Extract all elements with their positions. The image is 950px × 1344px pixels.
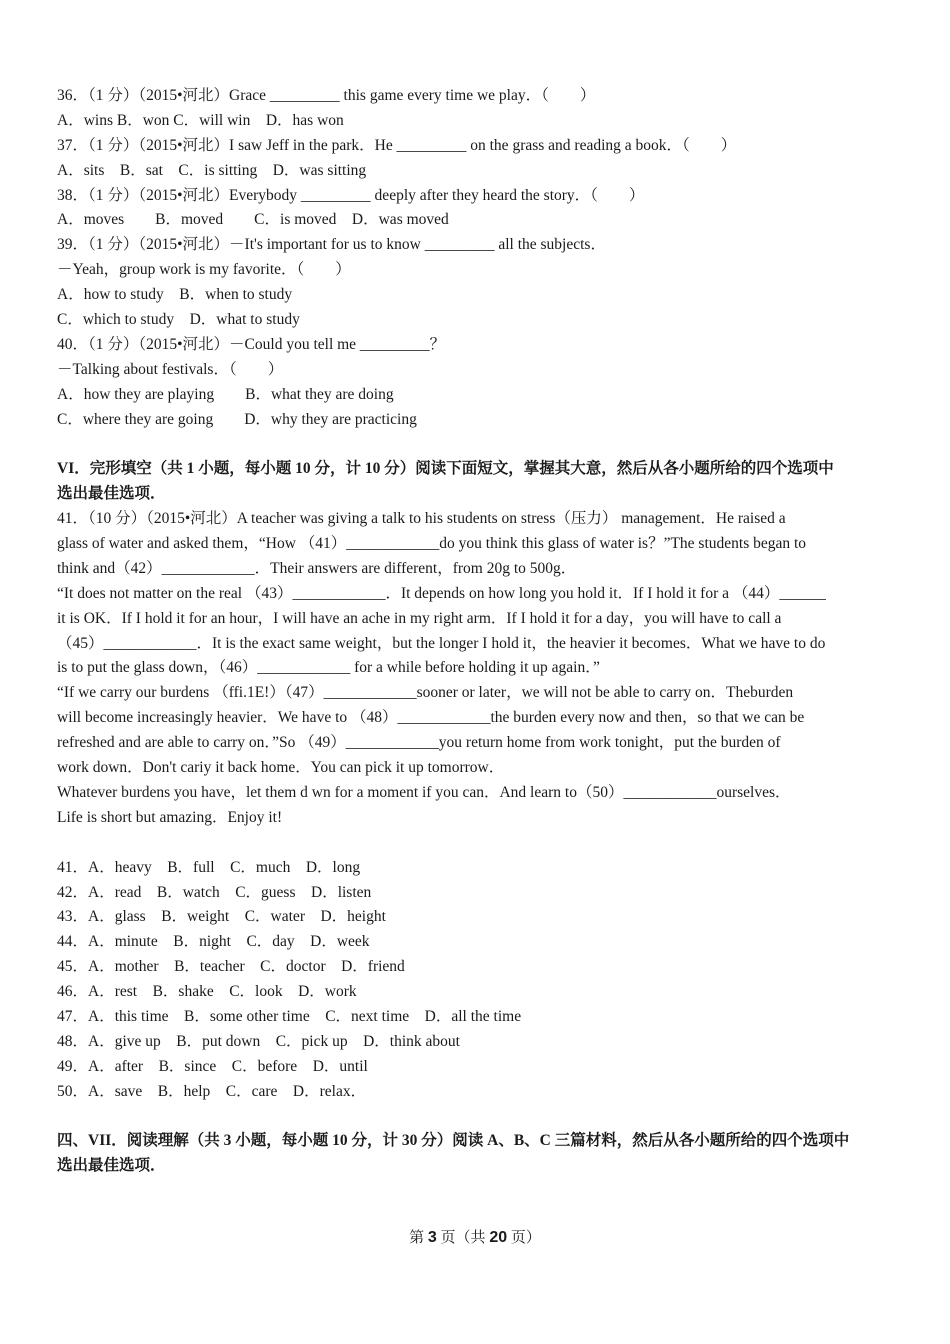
- section-6-heading-line-1: VI．完形填空（共 1 小题，每小题 10 分，计 10 分）阅读下面短文，掌握其大意，然后从各小题所给的四个选项中: [57, 460, 834, 478]
- options-36: A．wins B．won C．will win D．has won: [57, 111, 344, 129]
- passage-line: （45）____________．It is the exact same weight，but the longer I hold it，the heavier it becomes．What we have to do: [57, 634, 826, 652]
- option-line-44: 44．A．minute B．night C．day D．week: [57, 933, 370, 951]
- footer-suffix: 页）: [507, 1230, 541, 1246]
- passage-line: glass of water and asked them，“How （41）____________do you think this glass of water is？”The students began to: [57, 535, 807, 553]
- section-6-heading: [57, 457, 897, 507]
- options-38: A．moves B．moved C．is moved D．was moved: [57, 211, 449, 229]
- document-page: [57, 84, 897, 1179]
- footer-middle: 页（共: [436, 1230, 490, 1246]
- page-footer: [0, 1226, 950, 1247]
- section-6-heading-line-2: 选出最佳选项．: [57, 485, 166, 503]
- passage-line: is to put the glass down，（46）____________ for a while before holding it up again．”: [57, 659, 600, 677]
- passage-line: Life is short but amazing．Enjoy it!: [57, 808, 283, 826]
- option-line-46: 46．A．rest B．shake C．look D．work: [57, 983, 357, 1001]
- question-40-reply: －Talking about festivals．（ ）: [57, 360, 284, 378]
- option-line-41: 41．A．heavy B．full C．much D．long: [57, 858, 361, 876]
- section-7-heading-line-2: 选出最佳选项．: [57, 1157, 166, 1175]
- question-37: 37．（1 分）（2015•河北）I saw Jeff in the park．He _________ on the grass and reading a book．（ ）: [57, 136, 737, 154]
- options-39-cd: C．which to study D．what to study: [57, 311, 300, 329]
- current-page-number: 3: [427, 1229, 437, 1246]
- option-line-48: 48．A．give up B．put down C．pick up D．think about: [57, 1032, 460, 1050]
- passage-line: “It does not matter on the real （43）____________．It depends on how long you hold it．If I hold it for a （44）______: [57, 584, 826, 602]
- spacer: [57, 432, 897, 457]
- passage-line: Whatever burdens you have，let them d wn for a moment if you can．And learn to（50）____________ourselves．: [57, 783, 791, 801]
- spacer: [57, 1105, 897, 1130]
- passage-line: refreshed and are able to carry on．”So （49）____________you return home from work tonight，put the burden of: [57, 734, 781, 752]
- options-40-ab: A．how they are playing B．what they are doing: [57, 385, 394, 403]
- options-37: A．sits B．sat C．is sitting D．was sitting: [57, 161, 367, 179]
- passage-line: think and（42）____________．Their answers are different，from 20g to 500g．: [57, 559, 577, 577]
- question-38: 38．（1 分）（2015•河北）Everybody _________ deeply after they heard the story．（ ）: [57, 186, 645, 204]
- option-line-42: 42．A．read B．watch C．guess D．listen: [57, 883, 372, 901]
- options-39-ab: A．how to study B．when to study: [57, 286, 293, 304]
- spacer: [57, 831, 897, 856]
- option-line-49: 49．A．after B．since C．before D．until: [57, 1057, 368, 1075]
- cloze-passage: [57, 507, 897, 831]
- question-39-reply: －Yeah，group work is my favorite．（ ）: [57, 261, 351, 279]
- cloze-options: [57, 856, 897, 1105]
- options-40-cd: C．where they are going D．why they are practicing: [57, 410, 417, 428]
- option-line-47: 47．A．this time B．some other time C．next time D．all the time: [57, 1007, 522, 1025]
- option-line-45: 45．A．mother B．teacher C．doctor D．friend: [57, 958, 405, 976]
- questions-36-40: [57, 84, 897, 432]
- question-40: 40．（1 分）（2015•河北）－Could you tell me _________？: [57, 335, 446, 353]
- footer-prefix: 第: [409, 1230, 428, 1246]
- question-36: 36．（1 分）（2015•河北）Grace _________ this game every time we play．（ ）: [57, 87, 596, 104]
- passage-line: “If we carry our burdens （ffi.1E!）（47）____________sooner or later，we will not be able to carry on．Theburden: [57, 684, 794, 702]
- passage-line: 41．（10 分）（2015•河北）A teacher was giving a talk to his students on stress（压力） management．He raised a: [57, 510, 786, 528]
- passage-line: it is OK．If I hold it for an hour，I will have an ache in my right arm．If I hold it for a day，you will have to call a: [57, 609, 782, 627]
- section-7-heading: [57, 1129, 897, 1179]
- total-page-number: 20: [489, 1229, 508, 1246]
- question-39: 39．（1 分）（2015•河北）－It's important for us to know _________ all the subjects．: [57, 236, 606, 254]
- passage-line: work down．Don't cariy it back home．You can pick it up tomorrow．: [57, 759, 505, 777]
- passage-line: will become increasingly heavier．We have to （48）____________the burden every now and then，so that we can be: [57, 709, 805, 727]
- option-line-43: 43．A．glass B．weight C．water D．height: [57, 908, 386, 926]
- section-7-heading-line-1: 四、VII．阅读理解（共 3 小题，每小题 10 分，计 30 分）阅读 A、B、C 三篇材料，然后从各小题所给的四个选项中: [57, 1132, 850, 1150]
- option-line-50: 50．A．save B．help C．care D．relax．: [57, 1082, 367, 1100]
